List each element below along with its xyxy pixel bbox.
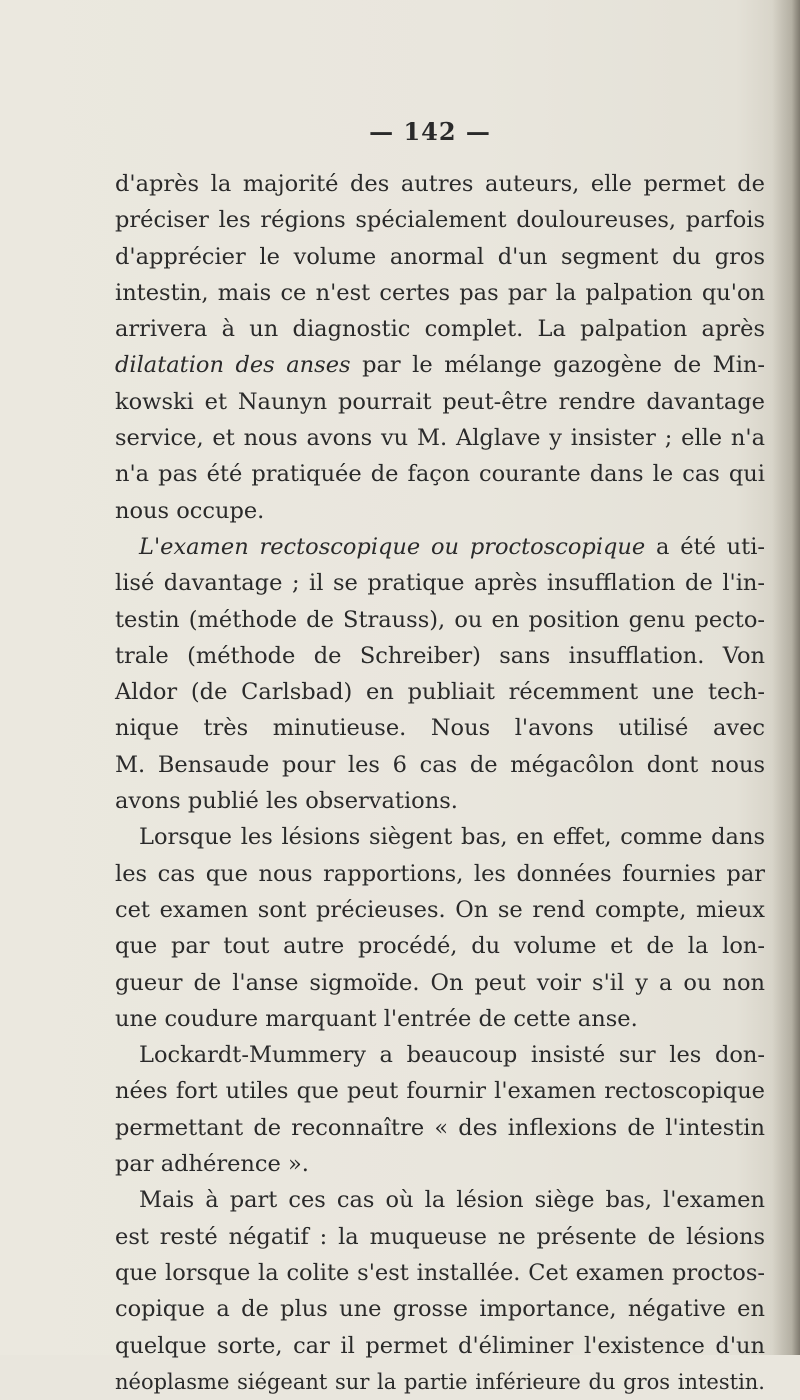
line-text: trale (méthode de Schreiber) sans insufflation. Von — [115, 642, 765, 669]
text-line — [115, 239, 765, 275]
line-text: Lockardt-Mummery a beaucoup insisté sur les don- — [139, 1042, 765, 1069]
line-text: M. Bensaude pour les 6 cas de mégacôlon dont nous — [115, 751, 765, 778]
line-text: par adhérence ». — [115, 1151, 309, 1178]
line-text: lisé davantage ; il se pratique après insufflation de l'in- — [115, 570, 765, 597]
text-line — [115, 1291, 765, 1327]
line-text: une coudure marquant l'entrée de cette anse. — [115, 1005, 638, 1032]
line-text: Aldor (de Carlsbad) en publiait récemment une tech- — [115, 679, 765, 706]
text-line — [115, 202, 765, 238]
text-line — [115, 674, 765, 710]
page-number: — 142 — — [369, 117, 491, 146]
text-line — [115, 965, 765, 1001]
text-line — [115, 1328, 765, 1364]
text-line — [115, 565, 765, 601]
text-line — [115, 747, 765, 783]
text-line — [115, 456, 765, 492]
line-text: testin (méthode de Strauss), ou en position genu pecto- — [115, 606, 765, 633]
text-line — [115, 1364, 765, 1400]
line-text: est resté négatif : la muqueuse ne présente de lésions — [115, 1223, 765, 1250]
line-text: service, et nous avons vu M. Alglave y insister ; elle n'a — [115, 425, 765, 452]
text-line — [115, 311, 765, 347]
page-edge-shadow — [772, 0, 800, 1355]
line-text: d'apprécier le volume anormal d'un segment du gros — [115, 243, 765, 270]
text-line — [115, 710, 765, 746]
text-line — [115, 638, 765, 674]
text-line — [115, 493, 765, 529]
line-text: permettant de reconnaître « des inflexions de l'intestin — [115, 1114, 765, 1141]
text-line — [115, 928, 765, 964]
text-line — [115, 602, 765, 638]
line-text: a été uti- — [645, 533, 765, 560]
line-text: intestin, mais ce n'est certes pas par la palpation qu'on — [115, 279, 765, 306]
line-text: les cas que nous rapportions, les données fournies par — [115, 860, 765, 887]
text-line — [115, 347, 765, 383]
line-text: quelque sorte, car il permet d'éliminer l'existence d'un — [115, 1332, 765, 1359]
text-line — [115, 819, 765, 855]
line-text: Mais à part ces cas où la lésion siège bas, l'examen — [139, 1187, 765, 1214]
text-line — [115, 892, 765, 928]
line-text: préciser les régions spécialement douloureuses, parfois — [115, 207, 765, 234]
text-line — [115, 1001, 765, 1037]
text-line — [115, 420, 765, 456]
text-line — [115, 783, 765, 819]
italic-term: dilatation des anses — [115, 352, 351, 379]
text-line — [115, 1255, 765, 1291]
line-text: nées fort utiles que peut fournir l'examen rectoscopique — [115, 1078, 765, 1105]
text-line — [115, 275, 765, 311]
line-text: gueur de l'anse sigmoïde. On peut voir s'il y a ou non — [115, 969, 765, 996]
line-text: que lorsque la colite s'est installée. Cet examen proctos- — [115, 1259, 765, 1286]
text-line — [115, 1146, 765, 1182]
text-line — [115, 529, 765, 565]
line-text: Lorsque les lésions siègent bas, en effet, comme dans — [139, 824, 765, 851]
line-text: copique a de plus une grosse importance, négative en — [115, 1296, 765, 1323]
text-line — [115, 1073, 765, 1109]
italic-term: L'examen rectoscopique ou proctoscopique — [139, 533, 646, 560]
line-text: nous occupe. — [115, 497, 265, 524]
line-text: néoplasme siégeant sur la partie inférieure du gros intestin. — [115, 1369, 765, 1394]
line-text: arrivera à un diagnostic complet. La palpation après — [115, 316, 765, 343]
text-line — [115, 1110, 765, 1146]
line-text: cet examen sont précieuses. On se rend compte, mieux — [115, 896, 765, 923]
text-line — [115, 166, 765, 202]
text-line — [115, 856, 765, 892]
line-text: par le mélange gazogène de Min- — [350, 352, 765, 379]
line-text: d'après la majorité des autres auteurs, elle permet de — [115, 171, 765, 197]
text-line — [115, 1182, 765, 1218]
line-text: n'a pas été pratiquée de façon courante dans le cas qui — [115, 461, 765, 488]
line-text: nique très minutieuse. Nous l'avons utilisé avec — [115, 715, 765, 742]
text-line — [115, 1037, 765, 1073]
text-line — [115, 1219, 765, 1255]
line-text: avons publié les observations. — [115, 788, 458, 815]
body-text — [115, 166, 765, 1400]
line-text: que par tout autre procédé, du volume et de la lon- — [115, 933, 765, 960]
text-line — [115, 384, 765, 420]
line-text: kowski et Naunyn pourrait peut-être rendre davantage — [115, 388, 765, 415]
